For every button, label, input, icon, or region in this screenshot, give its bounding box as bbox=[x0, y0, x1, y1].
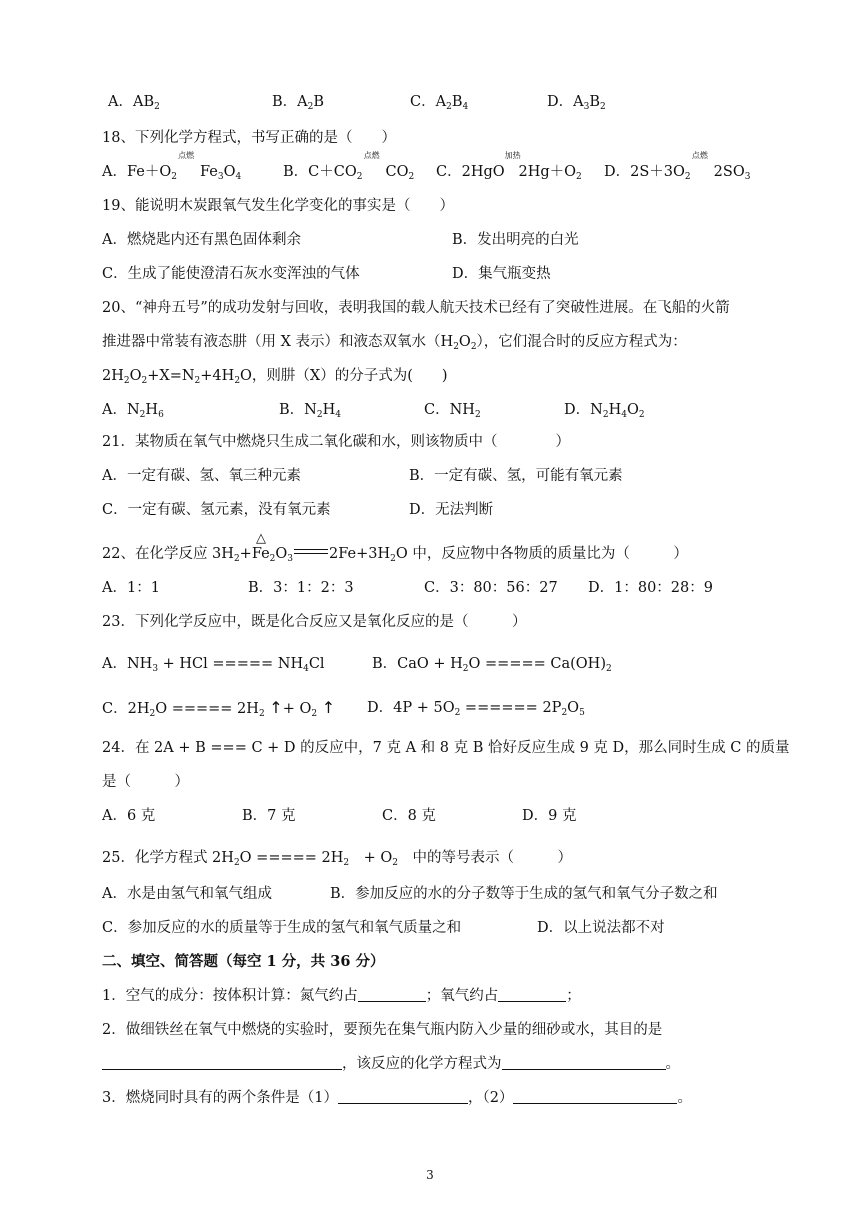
q20-option-a: A．$N_2H_6$ bbox=[102, 402, 164, 420]
q21-option-d: D．无法判断 bbox=[409, 502, 494, 518]
q19-stem: 19、能说明木炭跟氧气发生化学变化的事实是（ ） bbox=[102, 198, 454, 214]
q21-stem: 21．某物质在氧气中燃烧只生成二氧化碳和水，则该物质中（ ） bbox=[102, 434, 570, 450]
q20-option-d: D．$N_2H_4O_2$ bbox=[564, 402, 645, 420]
q22-option-c: C．3：80：56：27 bbox=[424, 580, 558, 596]
condition-mark: 点燃 bbox=[178, 151, 195, 160]
answer-blank[interactable] bbox=[502, 1055, 666, 1070]
q17-option-d: D．$A_3B_2$ bbox=[547, 94, 606, 112]
q24-option-b: B．7 克 bbox=[242, 808, 296, 824]
answer-blank[interactable] bbox=[498, 987, 566, 1002]
q22-stem: 22、在化学反应 $3H_2+Fe_2O_3$ $2Fe+3H_2O$ 中，反应物中各物质的质量比为（ ） bbox=[102, 546, 688, 564]
q23-stem: 23．下列化学反应中，既是化合反应又是氧化反应的是（ ） bbox=[102, 614, 527, 630]
q21-option-c: C．一定有碳、氢元素，没有氧元素 bbox=[102, 502, 331, 518]
q20-stem-line-2: 推进器中常装有液态肼（用 X 表示）和液态双氧水$(H_2O_2)$，它们混合时的反应方程式为： bbox=[102, 334, 687, 352]
q17-option-a: A．$AB_2$ bbox=[108, 94, 160, 112]
q18-stem: 18、下列化学方程式，书写正确的是（ ） bbox=[102, 130, 396, 146]
q18-option-a: A．$Fe+O_2$ 点燃 $Fe_3O_4$ bbox=[102, 151, 242, 182]
q19-option-d: D．集气瓶变热 bbox=[452, 266, 551, 282]
q18-option-c: C．2HgO 加热 $2Hg+O_2$ bbox=[436, 151, 582, 182]
q24-option-a: A．6 克 bbox=[102, 808, 156, 824]
q20-option-b: B．$N_2H_4$ bbox=[279, 402, 341, 420]
q24-stem-line-1: 24．在 2A + B === C + D 的反应中，7 克 A 和 8 克 B 恰好反应生成 9 克 D，那么同时生成 C 的质量 bbox=[102, 740, 790, 756]
q21-option-a: A．一定有碳、氢、氧三种元素 bbox=[102, 468, 301, 484]
q25-stem: 25．化学方程式 $2H_2O$ ===== $2H_2$ + $O_2$ 中的等号表示（ ） bbox=[102, 850, 573, 868]
fill-question-3: 3．燃烧同时具有的两个条件是（1） ，（2） 。 bbox=[102, 1090, 692, 1106]
q20-stem-line-1: 20、“神舟五号”的成功发射与回收，表明我国的载人航天技术已经有了突破性进展。在飞船的火箭 bbox=[102, 300, 730, 316]
heat-triangle-icon: △ bbox=[256, 531, 266, 546]
q21-option-b: B．一定有碳、氢，可能有氧元素 bbox=[409, 468, 623, 484]
q22-option-d: D．1：80：28：9 bbox=[588, 580, 713, 596]
q23-option-b: B．CaO + $H_2O$ ===== $Ca(OH)_2$ bbox=[372, 656, 612, 674]
q22-option-b: B．3：1：2：3 bbox=[248, 580, 354, 596]
fill-question-2-line-2: ，该反应的化学方程式为 。 bbox=[102, 1054, 680, 1074]
answer-blank[interactable] bbox=[358, 987, 426, 1002]
condition-mark: 加热 bbox=[504, 151, 521, 160]
fill-question-2-line-1: 2．做细铁丝在氧气中燃烧的实验时，要预先在集气瓶内防入少量的细砂或水，其目的是 bbox=[102, 1022, 663, 1038]
q20-option-c: C．$NH_2$ bbox=[424, 402, 481, 420]
q19-option-c: C．生成了能使澄清石灰水变浑浊的气体 bbox=[102, 266, 360, 282]
q23-option-d: D．$4P + 5O_2$ ====== $2P_2O_5$ bbox=[367, 700, 585, 718]
q25-option-a: A．水是由氢气和氧气组成 bbox=[102, 886, 272, 902]
answer-blank[interactable] bbox=[513, 1089, 677, 1104]
q19-option-b: B．发出明亮的白光 bbox=[452, 232, 579, 248]
q22-option-a: A．1：1 bbox=[102, 580, 160, 596]
page-number: 3 bbox=[426, 1168, 434, 1182]
equals-bar bbox=[294, 549, 328, 554]
section-2-title: 二、填空、简答题（每空 1 分，共 36 分） bbox=[102, 953, 385, 970]
q18-option-b: B．$C+CO_2$ 点燃 $CO_2$ bbox=[283, 151, 415, 182]
q19-option-a: A．燃烧匙内还有黑色固体剩余 bbox=[102, 232, 301, 248]
condition-mark: 点燃 bbox=[363, 151, 380, 160]
q24-option-d: D．9 克 bbox=[522, 808, 577, 824]
q17-option-b: B．$A_2B$ bbox=[272, 94, 325, 112]
q25-option-c: C．参加反应的水的质量等于生成的氢气和氧气质量之和 bbox=[102, 920, 462, 936]
up-arrow-icon: ↑ bbox=[269, 698, 283, 717]
answer-blank[interactable] bbox=[102, 1055, 342, 1070]
q23-option-a: A．$NH_3$ + HCl ===== $NH_4Cl$ bbox=[102, 656, 325, 674]
up-arrow-icon: ↑ bbox=[321, 698, 336, 717]
q17-option-c: C．$A_2B_4$ bbox=[410, 94, 469, 112]
q25-option-b: B．参加反应的水的分子数等于生成的氢气和氧气分子数之和 bbox=[330, 886, 718, 902]
q24-stem-line-2: 是（ ） bbox=[102, 774, 189, 790]
fill-question-1: 1．空气的成分：按体积计算：氮气约占 ；氧气约占 ； bbox=[102, 988, 581, 1004]
q18-option-d: D．$2S+3O_2$ 点燃 $2SO_3$ bbox=[604, 151, 751, 182]
q25-option-d: D．以上说法都不对 bbox=[537, 920, 665, 936]
answer-blank[interactable] bbox=[338, 1089, 468, 1104]
condition-mark: 点燃 bbox=[691, 151, 708, 160]
q24-option-c: C．8 克 bbox=[382, 808, 436, 824]
q23-option-c: C．$2H_2O$ ===== $2H_2$ ↑+ $O_2$ ↑ bbox=[102, 698, 336, 719]
q20-stem-line-3: $2H_2O_2+X=N_2+4H_2O$，则肼（X）的分子式为( ) bbox=[102, 368, 448, 386]
